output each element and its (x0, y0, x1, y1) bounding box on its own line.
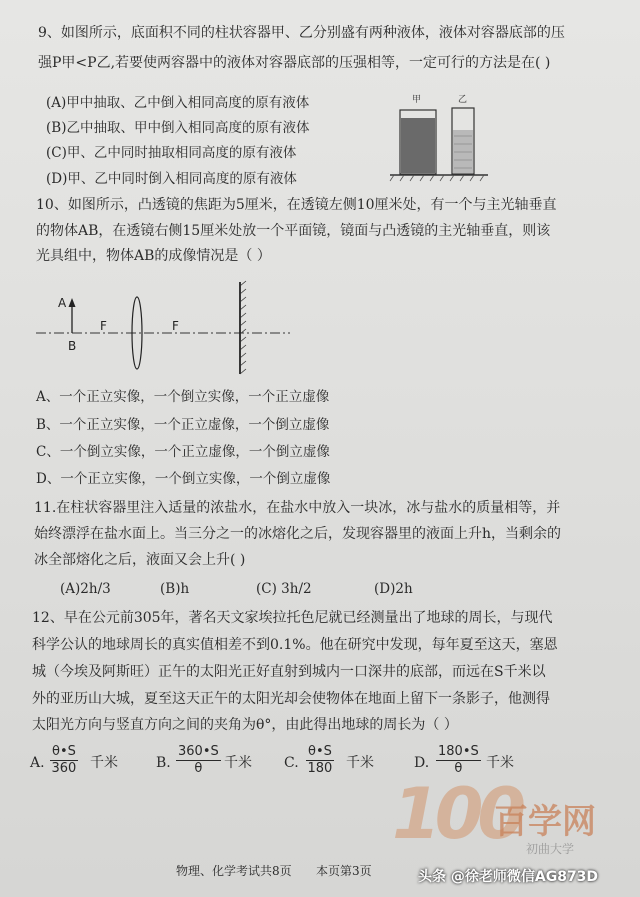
q12-option-c-fraction (306, 744, 334, 777)
watermark-credit: 头条 @徐老师微信AG873D (418, 869, 599, 885)
q12-line1: 12、早在公元前305年，著名天文家埃拉托色尼就已经测量出了地球的周长，与现代 (32, 610, 553, 626)
label-f-left: F (100, 319, 107, 333)
q12-option-d-unit: 千米 (486, 755, 514, 771)
q12-option-c-numerator: θ•S (308, 744, 332, 759)
q9-option-a: (A)甲中抽取、乙中倒入相同高度的原有液体 (46, 95, 310, 111)
q10-line1: 10、如图所示，凸透镜的焦距为5厘米，在透镜左侧10厘米处，有一个与主光轴垂直 (36, 197, 557, 213)
footer-page-number: 本页第3页 (316, 864, 372, 878)
q10-option-a: A、一个正立实像，一个倒立实像，一个正立虚像 (36, 389, 330, 405)
q12-option-b-unit: 千米 (224, 755, 252, 771)
q12-option-a-numerator: θ•S (52, 744, 76, 759)
q12-option-b-fraction (176, 744, 221, 777)
plane-mirror (240, 281, 246, 374)
q9-option-d: (D)甲、乙中同时倒入相同高度的原有液体 (46, 171, 297, 187)
q12-option-a-unit: 千米 (90, 755, 118, 771)
q9-line1: 9、如图所示，底面积不同的柱状容器甲、乙分别盛有两种液体，液体对容器底部的压 (38, 25, 565, 41)
label-yi: 乙 (458, 95, 468, 105)
q12-line5: 太阳光方向与竖直方向之间的夹角为θ°，由此得出地球的周长为（ ） (32, 717, 458, 733)
label-a: A (58, 296, 67, 310)
container-yi (452, 108, 474, 174)
q12-option-c-unit: 千米 (346, 755, 374, 771)
q12-line2: 科学公认的地球周长的真实值相差不到0.1%。他在研究中发现，每年夏至这天，塞恩 (32, 637, 558, 653)
q11-option-b: (B)h (160, 581, 190, 597)
q12-option-a-letter: A. (30, 755, 45, 771)
q9-line2: 强P甲<P乙,若要使两容器中的液体对容器底部的压强相等，一定可行的方法是在( ) (38, 55, 551, 71)
q10-line3: 光具组中，物体AB的成像情况是（ ） (36, 248, 271, 264)
watermark-100-logo: 100 (392, 773, 521, 855)
q11-option-d: (D)2h (374, 581, 413, 597)
q12-option-c-letter: C. (284, 755, 299, 771)
q11-line2: 始终漂浮在盐水面上。当三分之一的冰熔化之后，发现容器里的液面上升h，当剩余的 (34, 526, 562, 542)
label-b: B (68, 339, 77, 353)
label-f-right: F (172, 319, 179, 333)
q12-option-b-denominator: θ (194, 761, 203, 776)
q11-option-a: (A)2h/3 (60, 581, 111, 597)
q10-option-b: B、一个正立实像，一个正立虚像，一个倒立虚像 (36, 417, 330, 433)
q12-option-a-denominator: 360 (51, 761, 77, 776)
q10-option-d: D、一个正立实像，一个倒立实像，一个倒立虚像 (36, 471, 331, 487)
q9-option-c: (C)甲、乙中同时抽取相同高度的原有液体 (46, 145, 297, 161)
q12-option-d-denominator: θ (454, 761, 463, 776)
q12-option-d-numerator: 180•S (438, 744, 479, 759)
q12-option-b-numerator: 360•S (178, 744, 219, 759)
container-jia (400, 110, 436, 174)
q12-option-d-letter: D. (414, 755, 430, 771)
q10-optics-figure (30, 278, 290, 378)
q12-line4: 外的亚历山大城，夏至这天正午的太阳光却会使物体在地面上留下一条影子，他测得 (32, 691, 550, 707)
q12-option-c-denominator: 180 (307, 761, 333, 776)
object-ab-arrow (69, 298, 76, 333)
q12-option-b-letter: B. (156, 755, 171, 771)
q11-line3: 冰全部熔化之后，液面又会上升( ) (34, 552, 246, 568)
q10-line2: 的物体AB，在透镜右侧15厘米处放一个平面镜，镜面与凸透镜的主光轴垂直，则该 (36, 223, 551, 239)
footer-exam-info: 物理、化学考试共8页 (176, 864, 292, 878)
q9-option-b: (B)乙中抽取、甲中倒入相同高度的原有液体 (46, 120, 310, 136)
q12-option-a-fraction (50, 744, 78, 777)
label-jia: 甲 (412, 95, 422, 105)
q9-containers-figure (388, 88, 498, 188)
watermark-logo-text: 百学网 (494, 802, 596, 842)
q11-line1: 11.在柱状容器里注入适量的浓盐水，在盐水中放入一块冰，冰与盐水的质量相等，并 (34, 500, 561, 516)
watermark-corner-text: 初曲大学 (526, 842, 575, 856)
q10-option-c: C、一个倒立实像，一个正立虚像，一个倒立虚像 (36, 444, 330, 460)
q12-line3: 城（今埃及阿斯旺）正午的太阳光正好直射到城内一口深井的底部，而远在S千米以 (32, 664, 546, 680)
q11-option-c: (C) 3h/2 (256, 581, 312, 597)
